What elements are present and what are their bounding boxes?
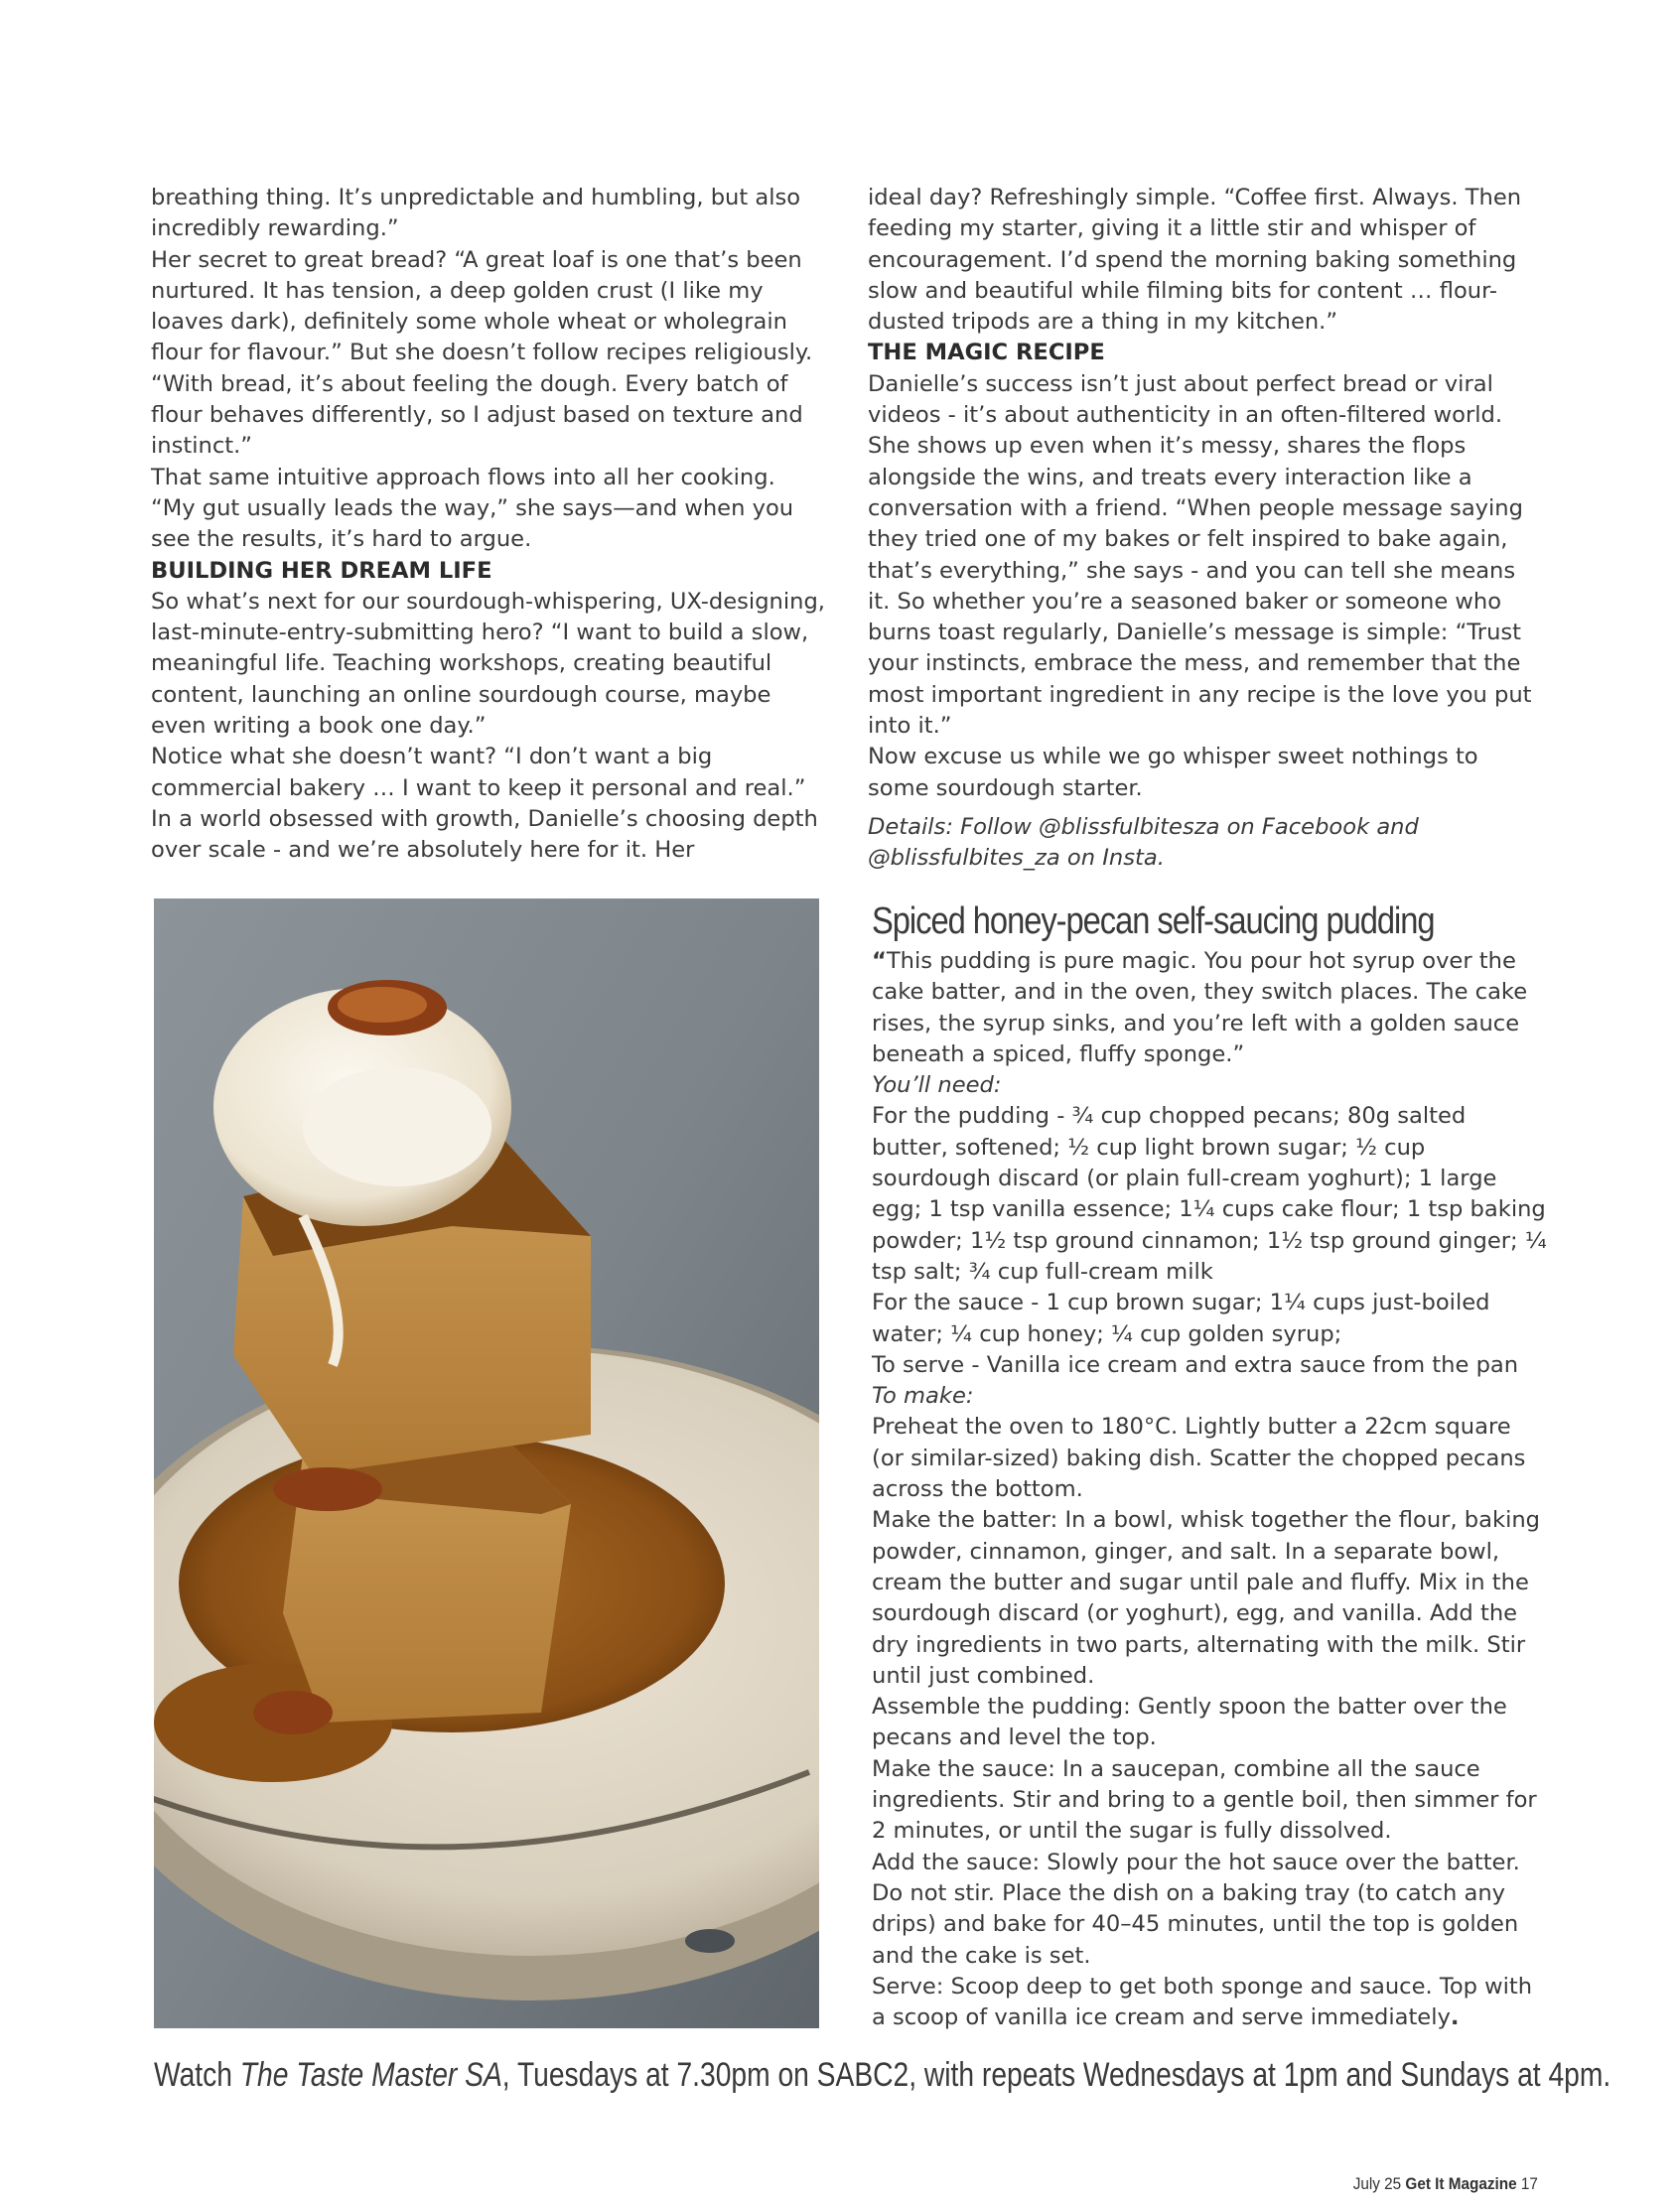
folio-date: July 25	[1352, 2174, 1406, 2193]
paragraph: Notice what she doesn’t want? “I don’t want a big commercial bakery … I want to keep it personal and real.” In a world obsessed with growth, Danielle’s choosing depth over scale - and we’re absolutely here for it. Her	[151, 744, 818, 864]
section-heading: BUILDING HER DREAM LIFE	[151, 557, 492, 584]
method-step	[872, 1972, 1547, 2034]
article-left-column	[151, 183, 826, 867]
paragraph: Her secret to great bread? “A great loaf is one that’s been nurtured. It has tension, a deep golden crust (I like my loaves dark), definitely some whole wheat or wholegrain flour for flavour.” But she doesn’t follow recipes religiously. “With bread, it’s about feeling the dough. Every batch of flour behaves differently, so I adjust based on texture and instinct.”	[151, 246, 813, 460]
section-heading: THE MAGIC RECIPE	[868, 340, 1105, 366]
method-step: Add the sauce: Slowly pour the hot sauce over the batter. Do not stir. Place the dish on a baking tray (to catch any drips) and bake for 40–45 minutes, until the top is golden and the cake is set.	[872, 1849, 1520, 1969]
ingredients-label: You’ll need:	[872, 1072, 1002, 1099]
paragraph: Now excuse us while we go whisper sweet nothings to some sourdough starter.	[868, 744, 1478, 801]
paragraph: So what’s next for our sourdough-whispering, UX-designing, last-minute-entry-submitting hero? “I want to build a slow, meaningful life. Teaching workshops, creating beautiful content, launching an online sourdough course, maybe even writing a book one day.”	[151, 588, 825, 740]
method-step: Preheat the oven to 180°C. Lightly butter a 22cm square (or similar-sized) baking dish. Scatter the chopped pecans across the bottom.	[872, 1414, 1526, 1503]
pudding-photo	[154, 898, 819, 2028]
paragraph: Danielle’s success isn’t just about perfect bread or viral videos - it’s about authenticity in an often-filtered world. She shows up even when it’s messy, shares the flops alongside the wins, and treats every interaction like a conversation with a friend. “When people message saying they tried one of my bakes or felt inspired to bake again, that’s everything,” she says - and you can tell she means it. So whether you’re a seasoned baker or someone who burns toast regularly, Danielle’s message is simple: “Trust your instincts, embrace the mess, and remember that the most important ingredient in any recipe is the love you put into it.”	[868, 370, 1532, 740]
method-step: Make the batter: In a bowl, whisk together the flour, baking powder, cinnamon, ginger, and salt. In a separate bowl, cream the butter and sugar until pale and fluffy. Mix in the sourdough discard (or yoghurt), egg, and vanilla. Add the dry ingredients in two parts, alternating with the milk. Stir until just combined.	[872, 1507, 1541, 1689]
open-quote: “	[872, 948, 887, 974]
recipe-title: Spiced honey-pecan self-saucing pudding	[872, 900, 1435, 942]
recipe-intro	[872, 946, 1547, 1070]
folio-page-number: 17	[1516, 2174, 1538, 2193]
paragraph: ideal day? Refreshingly simple. “Coffee first. Always. Then feeding my starter, giving it a little stir and whisper of encouragement. I’d spend the morning baking something slow and beautiful while filming bits for content … flour-dusted tripods are a thing in my kitchen.”	[868, 185, 1522, 336]
show-promo-line	[154, 2053, 1611, 2097]
details-credit: Details: Follow @blissfulbitesza on Facebook and @blissfulbites_za on Insta.	[868, 813, 1419, 872]
promo-prefix: Watch	[154, 2056, 240, 2094]
promo-schedule: , Tuesdays at 7.30pm on SABC2, with repeats Wednesdays at 1pm and Sundays at 4pm.	[501, 2056, 1611, 2094]
paragraph: breathing thing. It’s unpredictable and humbling, but also incredibly rewarding.”	[151, 185, 801, 242]
recipe-intro-text: This pudding is pure magic. You pour hot syrup over the cake batter, and in the oven, they switch places. The cake rises, the syrup sinks, and you’re left with a golden sauce beneath a spiced, fluffy sponge.”	[872, 948, 1528, 1067]
method-step: Make the sauce: In a saucepan, combine all the sauce ingredients. Stir and bring to a gentle boil, then simmer for 2 minutes, or until the sugar is fully dissolved.	[872, 1755, 1537, 1845]
show-title: The Taste Master SA	[239, 2056, 502, 2094]
method-step-text: Serve: Scoop deep to get both sponge and sauce. Top with a scoop of vanilla ice cream and serve immediately	[872, 1973, 1533, 2031]
folio-magazine: Get It Magazine	[1405, 2174, 1517, 2193]
recipe-block	[872, 898, 1547, 2033]
ingredients-sauce: For the sauce - 1 cup brown sugar; 1¼ cups just-boiled water; ¼ cup honey; ¼ cup golden syrup;	[872, 1290, 1490, 1347]
final-period: .	[1450, 2004, 1460, 2031]
ingredients-pudding: For the pudding - ¾ cup chopped pecans; 80g salted butter, softened; ½ cup light brown sugar; ½ cup sourdough discard (or plain full-cream yoghurt); 1 large egg; 1 tsp vanilla essence; 1¼ cups cake flour; 1 tsp baking powder; 1½ tsp ground cinnamon; 1½ tsp ground ginger; ¼ tsp salt; ¾ cup full-cream milk	[872, 1103, 1547, 1285]
method-label: To make:	[872, 1383, 974, 1410]
article-right-column	[868, 183, 1543, 875]
ingredients-serve: To serve - Vanilla ice cream and extra sauce from the pan	[872, 1351, 1519, 1378]
method-step: Assemble the pudding: Gently spoon the batter over the pecans and level the top.	[872, 1694, 1507, 1751]
paragraph: That same intuitive approach flows into all her cooking. “My gut usually leads the way,” she says—and when you see the results, it’s hard to argue.	[151, 464, 794, 553]
page-folio	[1353, 2174, 1538, 2194]
